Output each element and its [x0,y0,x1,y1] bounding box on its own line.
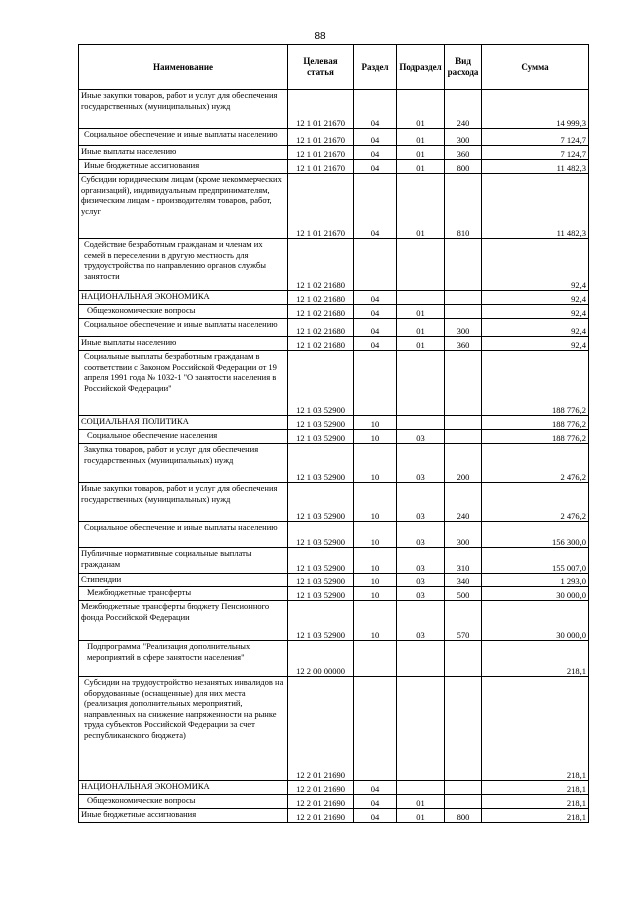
row-subsection-cell: 01 [397,809,445,823]
table-row [79,174,589,239]
row-target-article-cell: 12 2 01 21690 [288,781,354,795]
row-expense-type-cell: 800 [445,160,482,174]
row-target-article-cell: 12 1 03 52900 [288,351,354,416]
row-name-cell: Межбюджетные трансферты [79,587,288,601]
row-section-cell [354,239,397,291]
row-subsection-cell: 01 [397,174,445,239]
row-amount-cell: 218,1 [482,809,589,823]
row-subsection-cell [397,781,445,795]
row-subsection-cell [397,351,445,416]
row-target-article-cell: 12 1 02 21680 [288,319,354,337]
row-section-cell: 04 [354,781,397,795]
row-amount-cell: 156 300,0 [482,522,589,548]
row-target-article-cell: 12 1 03 52900 [288,444,354,483]
table-row [79,319,589,337]
table-row [79,483,589,522]
row-target-article-cell: 12 1 03 52900 [288,522,354,548]
row-expense-type-cell: 810 [445,174,482,239]
row-target-article-cell: 12 1 01 21670 [288,146,354,160]
row-name-cell: Подпрограмма "Реализация дополнительных мероприятий в сфере занятости населения" [79,641,288,677]
row-subsection-cell: 03 [397,430,445,444]
table-row [79,337,589,351]
row-expense-type-cell [445,351,482,416]
table-header-row [79,45,589,90]
row-name-cell: Социальное обеспечение и иные выплаты населению [79,522,288,548]
row-amount-cell: 92,4 [482,239,589,291]
row-amount-cell: 92,4 [482,319,589,337]
row-expense-type-cell: 300 [445,129,482,146]
row-section-cell: 04 [354,809,397,823]
row-expense-type-cell: 360 [445,337,482,351]
row-section-cell: 10 [354,574,397,587]
table-body [79,90,589,823]
row-section-cell: 10 [354,483,397,522]
row-target-article-cell: 12 2 01 21690 [288,795,354,809]
row-section-cell: 04 [354,174,397,239]
row-name-cell: Стипендии [79,574,288,587]
row-expense-type-cell: 310 [445,548,482,574]
page-number: 88 [314,31,326,42]
row-expense-type-cell: 340 [445,574,482,587]
row-expense-type-cell [445,239,482,291]
row-target-article-cell: 12 1 02 21680 [288,291,354,305]
row-amount-cell: 218,1 [482,677,589,781]
row-name-cell: Субсидии юридическим лицам (кроме некоммерческих организаций), индивидуальным предпринимателям, физическим лицам - производителям товаров, работ, услуг [79,174,288,239]
header-target-article: Целевая статья [288,45,354,90]
row-expense-type-cell [445,291,482,305]
row-subsection-cell: 03 [397,587,445,601]
table-row [79,522,589,548]
row-expense-type-cell: 240 [445,483,482,522]
row-expense-type-cell: 800 [445,809,482,823]
row-name-cell: Иные выплаты населению [79,337,288,351]
table-row [79,548,589,574]
row-amount-cell: 155 007,0 [482,548,589,574]
table-row [79,574,589,587]
row-target-article-cell: 12 1 01 21670 [288,160,354,174]
row-target-article-cell: 12 2 01 21690 [288,677,354,781]
row-section-cell: 10 [354,444,397,483]
row-amount-cell: 11 482,3 [482,160,589,174]
table-row [79,291,589,305]
row-name-cell: Субсидии на трудоустройство незанятых инвалидов на оборудованные (оснащенные) для них места (реализация дополнительных мероприятий, направленных на снижение напряженности на рынке труда субъектов Российской Федерации за счет республиканского бюджета) [79,677,288,781]
table-row [79,795,589,809]
row-name-cell: Общеэкономические вопросы [79,305,288,319]
row-name-cell: Иные закупки товаров, работ и услуг для обеспечения государственных (муниципальных) нужд [79,90,288,129]
header-subsection: Подраздел [397,45,445,90]
row-target-article-cell: 12 1 03 52900 [288,548,354,574]
table-row [79,641,589,677]
row-subsection-cell: 03 [397,444,445,483]
row-section-cell: 04 [354,337,397,351]
row-name-cell: Социальное обеспечение и иные выплаты населению [79,129,288,146]
row-target-article-cell: 12 1 01 21670 [288,174,354,239]
row-amount-cell: 1 293,0 [482,574,589,587]
row-name-cell: Общеэкономические вопросы [79,795,288,809]
row-section-cell [354,641,397,677]
row-name-cell: СОЦИАЛЬНАЯ ПОЛИТИКА [79,416,288,430]
table-row [79,416,589,430]
row-expense-type-cell: 200 [445,444,482,483]
row-name-cell: Публичные нормативные социальные выплаты гражданам [79,548,288,574]
row-section-cell: 10 [354,522,397,548]
row-section-cell: 04 [354,160,397,174]
row-subsection-cell: 01 [397,337,445,351]
row-target-article-cell: 12 1 03 52900 [288,430,354,444]
row-amount-cell: 218,1 [482,641,589,677]
row-expense-type-cell: 570 [445,601,482,641]
row-section-cell: 04 [354,305,397,319]
row-section-cell: 10 [354,601,397,641]
table-row [79,781,589,795]
row-name-cell: Иные выплаты населению [79,146,288,160]
row-expense-type-cell [445,795,482,809]
row-target-article-cell: 12 1 01 21670 [288,129,354,146]
header-name: Наименование [79,45,288,90]
row-amount-cell: 218,1 [482,781,589,795]
row-name-cell: Иные закупки товаров, работ и услуг для обеспечения государственных (муниципальных) нужд [79,483,288,522]
table-row [79,430,589,444]
row-amount-cell: 92,4 [482,291,589,305]
row-amount-cell: 7 124,7 [482,146,589,160]
row-subsection-cell: 01 [397,90,445,129]
row-expense-type-cell: 500 [445,587,482,601]
row-section-cell [354,677,397,781]
row-target-article-cell: 12 1 02 21680 [288,305,354,319]
row-section-cell: 04 [354,146,397,160]
row-target-article-cell: 12 1 03 52900 [288,587,354,601]
row-subsection-cell [397,641,445,677]
row-amount-cell: 218,1 [482,795,589,809]
row-subsection-cell: 01 [397,160,445,174]
row-amount-cell: 92,4 [482,337,589,351]
row-name-cell: Содействие безработным гражданам и членам их семей в переселении в другую местность для трудоустройства по направлению органов службы занятости [79,239,288,291]
row-section-cell: 10 [354,587,397,601]
row-expense-type-cell: 300 [445,319,482,337]
row-amount-cell: 188 776,2 [482,351,589,416]
row-section-cell [354,351,397,416]
row-subsection-cell [397,677,445,781]
row-target-article-cell: 12 1 02 21680 [288,239,354,291]
table-row [79,587,589,601]
header-amount: Сумма [482,45,589,90]
row-target-article-cell: 12 1 01 21670 [288,90,354,129]
row-section-cell: 10 [354,430,397,444]
row-target-article-cell: 12 1 02 21680 [288,337,354,351]
row-amount-cell: 7 124,7 [482,129,589,146]
table-row [79,444,589,483]
row-name-cell: НАЦИОНАЛЬНАЯ ЭКОНОМИКА [79,781,288,795]
row-subsection-cell [397,291,445,305]
table-row [79,146,589,160]
row-expense-type-cell [445,416,482,430]
row-name-cell: Межбюджетные трансферты бюджету Пенсионного фонда Российской Федерации [79,601,288,641]
row-amount-cell: 14 999,3 [482,90,589,129]
row-amount-cell: 11 482,3 [482,174,589,239]
row-expense-type-cell: 240 [445,90,482,129]
row-name-cell: Социальные выплаты безработным гражданам в соответствии с Законом Российской Федерации от 19 апреля 1991 года № 1032-1 "О занятости населения в Российской Федерации" [79,351,288,416]
row-name-cell: Закупка товаров, работ и услуг для обеспечения государственных (муниципальных) нужд [79,444,288,483]
header-expense-type: Вид расхода [445,45,482,90]
table-row [79,160,589,174]
budget-table [78,44,589,823]
row-section-cell: 04 [354,291,397,305]
table-row [79,129,589,146]
header-section: Раздел [354,45,397,90]
row-name-cell: Социальное обеспечение населения [79,430,288,444]
row-target-article-cell: 12 2 00 00000 [288,641,354,677]
row-target-article-cell: 12 1 03 52900 [288,574,354,587]
table-row [79,351,589,416]
row-expense-type-cell [445,781,482,795]
row-section-cell: 10 [354,416,397,430]
table-row [79,239,589,291]
row-target-article-cell: 12 2 01 21690 [288,809,354,823]
row-subsection-cell: 03 [397,522,445,548]
row-section-cell: 04 [354,795,397,809]
row-amount-cell: 188 776,2 [482,430,589,444]
row-section-cell: 04 [354,129,397,146]
row-subsection-cell: 01 [397,795,445,809]
row-section-cell: 04 [354,90,397,129]
row-amount-cell: 30 000,0 [482,601,589,641]
row-subsection-cell: 03 [397,574,445,587]
row-subsection-cell [397,239,445,291]
row-section-cell: 04 [354,319,397,337]
row-subsection-cell: 01 [397,305,445,319]
row-section-cell: 10 [354,548,397,574]
row-expense-type-cell [445,430,482,444]
row-name-cell: НАЦИОНАЛЬНАЯ ЭКОНОМИКА [79,291,288,305]
row-expense-type-cell [445,641,482,677]
row-name-cell: Иные бюджетные ассигнования [79,160,288,174]
row-target-article-cell: 12 1 03 52900 [288,483,354,522]
row-name-cell: Иные бюджетные ассигнования [79,809,288,823]
table-row [79,90,589,129]
row-subsection-cell: 01 [397,129,445,146]
row-subsection-cell: 03 [397,483,445,522]
row-target-article-cell: 12 1 03 52900 [288,416,354,430]
row-expense-type-cell [445,305,482,319]
table-row [79,305,589,319]
row-target-article-cell: 12 1 03 52900 [288,601,354,641]
row-amount-cell: 30 000,0 [482,587,589,601]
row-amount-cell: 2 476,2 [482,483,589,522]
table-row [79,601,589,641]
row-expense-type-cell: 300 [445,522,482,548]
row-expense-type-cell: 360 [445,146,482,160]
row-amount-cell: 92,4 [482,305,589,319]
row-subsection-cell: 01 [397,146,445,160]
row-subsection-cell: 03 [397,548,445,574]
row-name-cell: Социальное обеспечение и иные выплаты населению [79,319,288,337]
table-row [79,677,589,781]
row-subsection-cell: 03 [397,601,445,641]
row-amount-cell: 188 776,2 [482,416,589,430]
row-amount-cell: 2 476,2 [482,444,589,483]
row-subsection-cell: 01 [397,319,445,337]
row-subsection-cell [397,416,445,430]
table-row [79,809,589,823]
row-expense-type-cell [445,677,482,781]
